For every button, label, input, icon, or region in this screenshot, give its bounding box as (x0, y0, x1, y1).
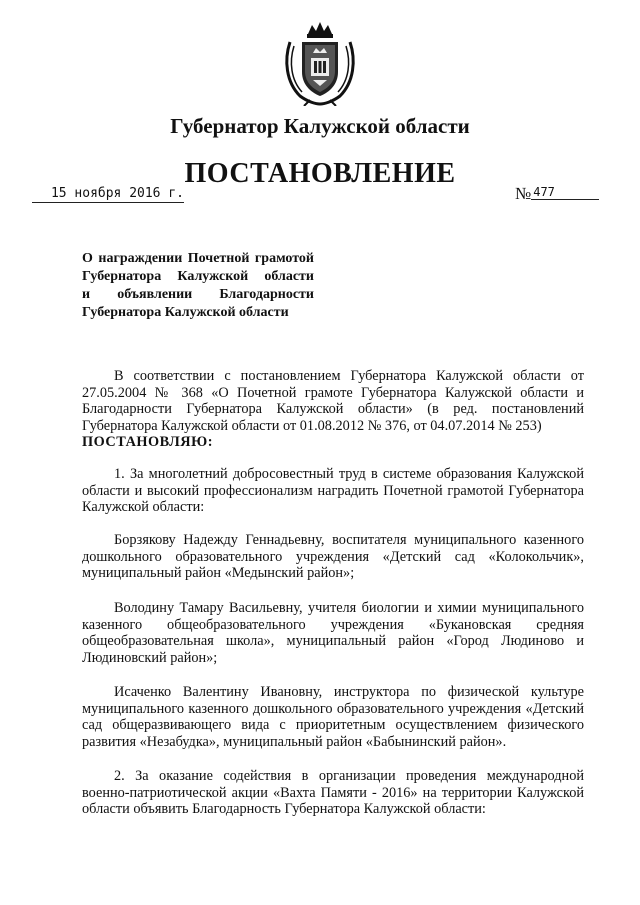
document-number (515, 184, 599, 204)
number-value: 477 (531, 185, 599, 200)
number-sign: № (515, 184, 532, 203)
item-2-paragraph: 2. За оказание содействия в организации проведения международной военно-патриотической акции «Вахта Памяти - 2016» на территории Калужской области объявить Благодарность Губернатора Калужской области: (82, 768, 584, 817)
decree-word: ПОСТАНОВЛЯЮ: (82, 434, 213, 450)
awardee-paragraph: Володину Тамару Васильевну, учителя биологии и химии муниципального казенного общеобразовательного учреждения «Букановская средняя общеобразовательная школа», муниципальный район «Город Людиново и Людиновский район»; (82, 600, 584, 666)
document-subject (82, 250, 314, 322)
subject-line: Губернатора Калужской области (82, 269, 314, 284)
subject-line: и объявлении Благодарности (82, 287, 314, 302)
preamble-text: В соответствии с постановлением Губернатора Калужской области от 27.05.2004 № 368 «О Почетной грамоте Губернатора Калужской области и Благодарности Губернатора Калужской области» (в ред. постановлений Губернатора Калужской области от 01.08.2012 № 376, от 04.07.2014 № 253) (82, 368, 584, 434)
awardee-paragraph: Борзякову Надежду Геннадьевну, воспитателя муниципального казенного дошкольного образовательного учреждения «Детский сад «Колокольчик», муниципальный район «Медынский район»; (82, 532, 584, 581)
subject-line: О награждении Почетной грамотой (82, 251, 314, 266)
document-type-title: ПОСТАНОВЛЕНИЕ (184, 158, 456, 189)
issuing-authority: Губернатор Калужской области (170, 114, 470, 138)
document-date: 15 ноября 2016 г. (32, 186, 184, 203)
subject-line: Губернатора Калужской области (82, 305, 289, 320)
awardee-paragraph: Исаченко Валентину Ивановну, инструктора по физической культуре муниципального казенного дошкольного образовательного учреждения «Детский сад общеразвивающего вида с приоритетным осуществлением физического развития «Незабудка», муниципальный район «Бабынинский район». (82, 684, 584, 750)
coat-of-arms-icon (280, 20, 360, 106)
item-1-paragraph: 1. За многолетний добросовестный труд в системе образования Калужской области и высокий профессионализм наградить Почетной грамотой Губернатора Калужской области: (82, 466, 584, 515)
preamble-paragraph (82, 368, 584, 451)
